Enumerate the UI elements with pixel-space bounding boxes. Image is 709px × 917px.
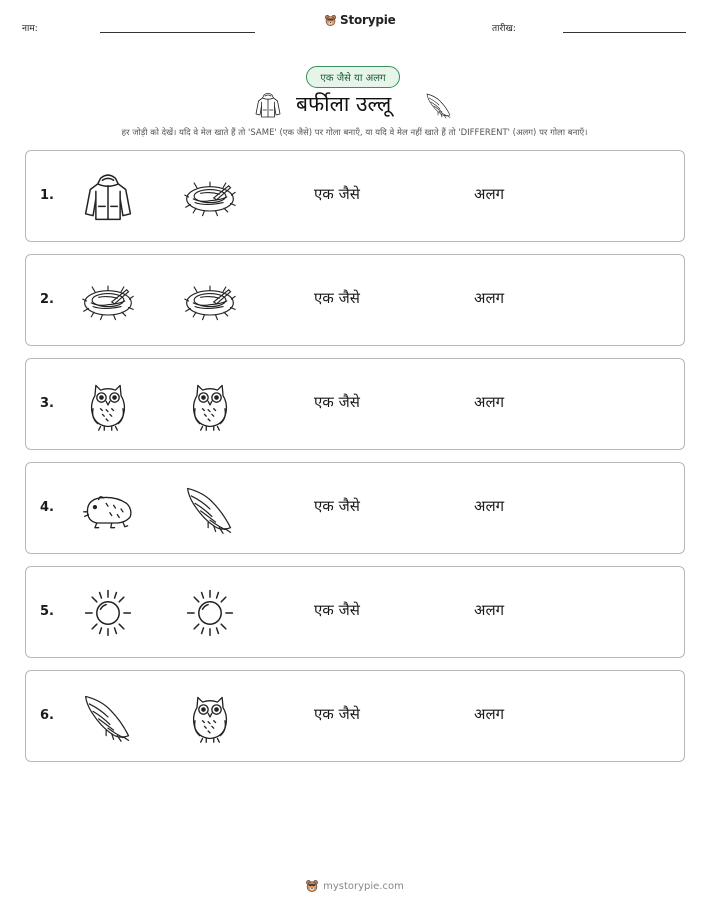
footer: [0, 879, 709, 893]
nest-icon: [80, 273, 136, 329]
same-option[interactable]: एक जैसे: [314, 601, 360, 619]
row-number: 3.: [40, 396, 54, 411]
name-label: नाम:: [22, 24, 38, 34]
different-option[interactable]: अलग: [474, 289, 505, 307]
worksheet-header: [0, 0, 709, 50]
wing-icon: [80, 689, 136, 745]
jacket-icon: [80, 169, 136, 225]
wing-icon: [182, 481, 238, 537]
exercise-row: [25, 254, 685, 346]
name-field-line[interactable]: [100, 32, 255, 33]
different-option[interactable]: अलग: [474, 705, 505, 723]
row-number: 2.: [40, 292, 54, 307]
exercise-row: [25, 462, 685, 554]
footer-url[interactable]: mystorypie.com: [323, 880, 404, 892]
different-option[interactable]: अलग: [474, 393, 505, 411]
nest-icon: [182, 273, 238, 329]
nest-icon: [182, 169, 238, 225]
same-option[interactable]: एक जैसे: [314, 497, 360, 515]
different-option[interactable]: अलग: [474, 497, 505, 515]
row-number: 6.: [40, 708, 54, 723]
different-option[interactable]: अलग: [474, 601, 505, 619]
page-title: बर्फीला उल्लू: [296, 92, 392, 116]
brand-name: Storypie: [340, 13, 396, 27]
sun-icon: [80, 585, 136, 641]
row-number: 4.: [40, 500, 54, 515]
exercise-row: [25, 566, 685, 658]
wing-icon: [424, 90, 454, 120]
same-option[interactable]: एक जैसे: [314, 289, 360, 307]
owl-icon: [80, 377, 136, 433]
date-label: तारीख:: [492, 24, 516, 34]
brand-logo: [324, 13, 396, 27]
date-field-line[interactable]: [563, 32, 686, 33]
exercise-row: [25, 670, 685, 762]
title-row: [0, 90, 709, 122]
lemming-icon: [80, 481, 136, 537]
different-option[interactable]: अलग: [474, 185, 505, 203]
exercise-row: [25, 358, 685, 450]
jacket-icon: [253, 90, 283, 120]
worksheet-type-badge: एक जैसे या अलग: [306, 66, 400, 88]
exercise-row: [25, 150, 685, 242]
bear-icon: [324, 14, 337, 27]
same-option[interactable]: एक जैसे: [314, 185, 360, 203]
owl-icon: [182, 689, 238, 745]
bear-icon: [305, 879, 319, 893]
sun-icon: [182, 585, 238, 641]
exercise-list: [25, 150, 685, 774]
row-number: 1.: [40, 188, 54, 203]
owl-icon: [182, 377, 238, 433]
same-option[interactable]: एक जैसे: [314, 705, 360, 723]
same-option[interactable]: एक जैसे: [314, 393, 360, 411]
instructions-text: हर जोड़ी को देखें। यदि वे मेल खाते हैं तो 'SAME' (एक जैसे) पर गोला बनाएँ, या यदि वे मेल नहीं खाते हैं तो 'DIFFERENT' (अलग) पर गोला बनाएँ।: [121, 128, 588, 138]
row-number: 5.: [40, 604, 54, 619]
